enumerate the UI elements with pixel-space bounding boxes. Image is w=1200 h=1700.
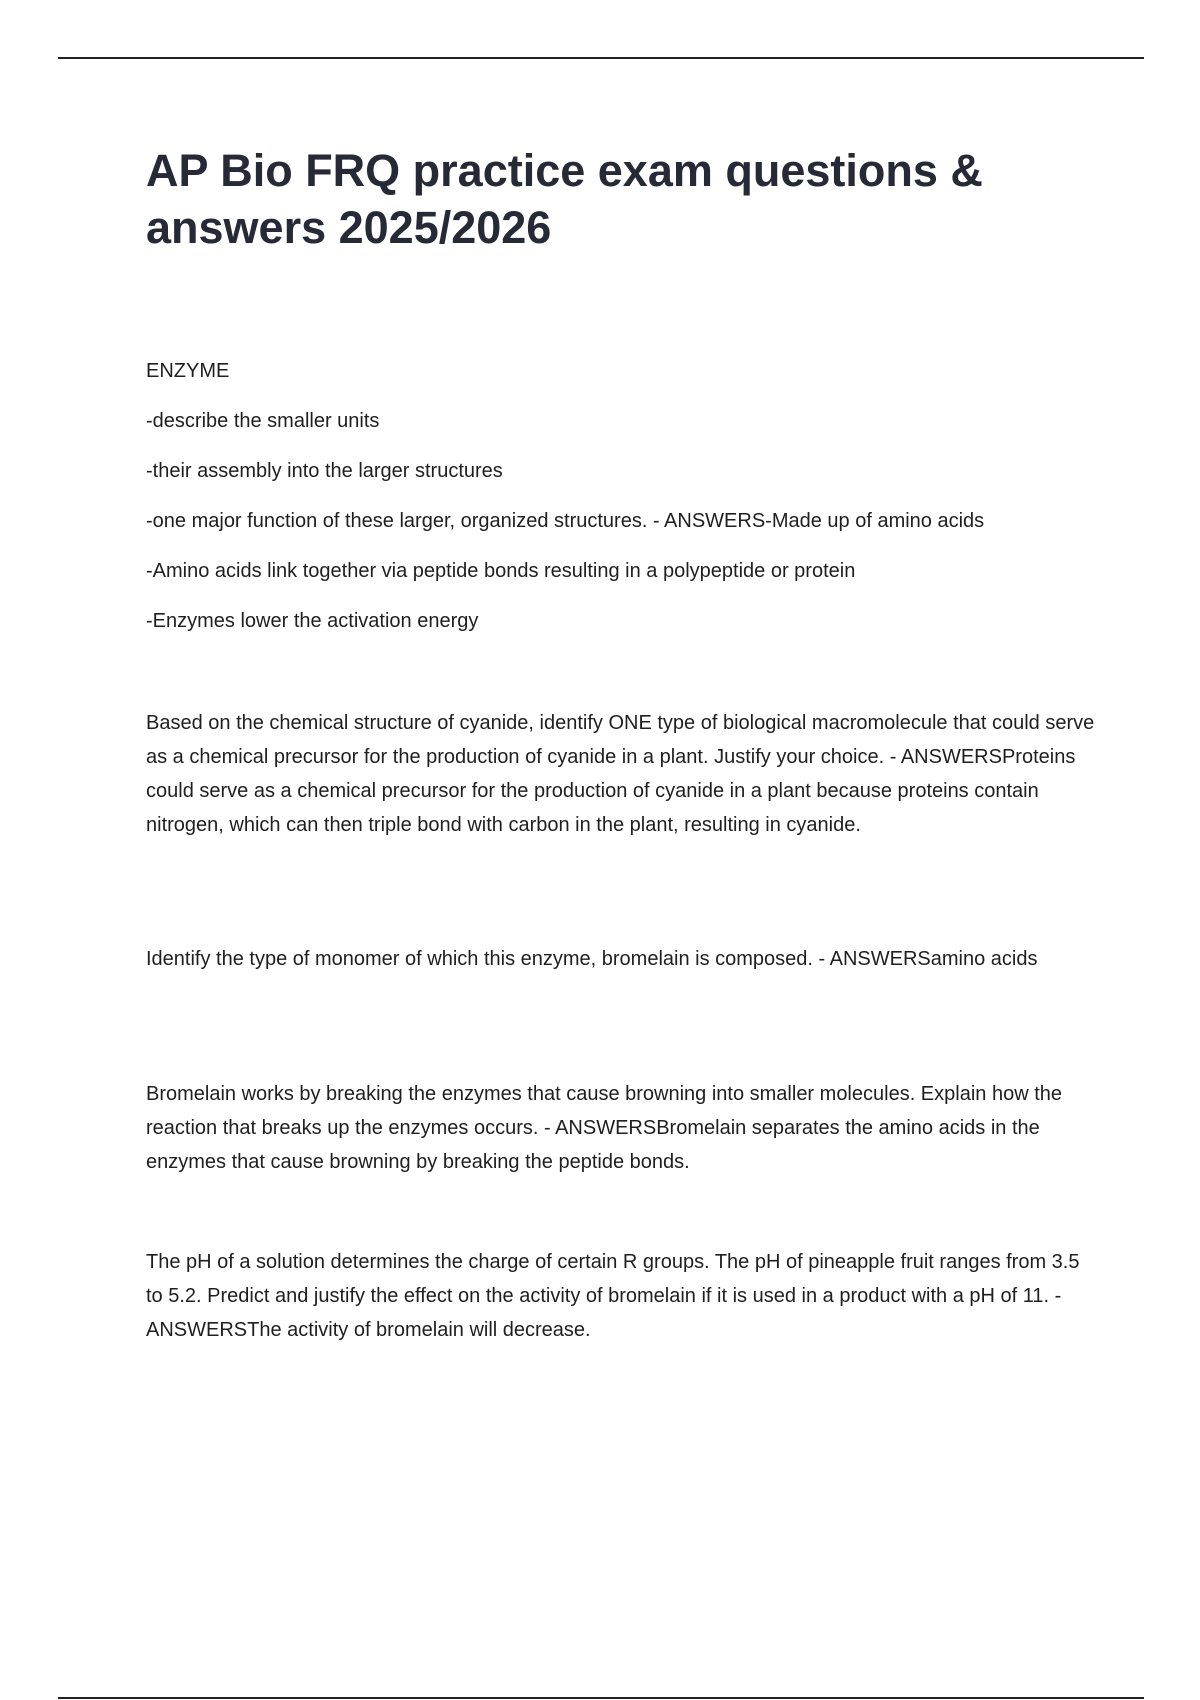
enzyme-line: -their assembly into the larger structures <box>146 460 503 482</box>
document-title: AP Bio FRQ practice exam questions & answers 2025/2026 <box>146 145 983 253</box>
enzyme-line: -Amino acids link together via peptide bonds resulting in a polypeptide or protein <box>146 560 856 582</box>
enzyme-line: -Enzymes lower the activation energy <box>146 610 479 632</box>
enzyme-line: ENZYME <box>146 360 230 382</box>
enzyme-section <box>146 354 1096 654</box>
bottom-divider <box>58 1697 1144 1699</box>
qa-item: Bromelain works by breaking the enzymes that cause browning into smaller molecules. Explain how the reaction that breaks up the enzymes occurs. - ANSWERSBromelain separates the amino acids in the enzymes that cause browning by breaking the peptide bonds. <box>146 1083 1063 1173</box>
top-divider <box>58 57 1144 59</box>
qa-item: The pH of a solution determines the charge of certain R groups. The pH of pineapple fruit ranges from 3.5 to 5.2. Predict and justify the effect on the activity of bromelain if it is used in a product with a pH of 11. - ANSWERSThe activity of bromelain will decrease. <box>146 1251 1080 1341</box>
qa-item: Identify the type of monomer of which this enzyme, bromelain is composed. - ANSWERSamino acids <box>146 948 1038 970</box>
qa-item: Based on the chemical structure of cyanide, identify ONE type of biological macromolecule that could serve as a chemical precursor for the production of cyanide in a plant. Justify your choice. - ANSWERSProteins could serve as a chemical precursor for the production of cyanide in a plant because proteins contain nitrogen, which can then triple bond with carbon in the plant, resulting in cyanide. <box>146 712 1095 836</box>
enzyme-line: -one major function of these larger, organized structures. - ANSWERS-Made up of amino acids <box>146 510 985 532</box>
enzyme-line: -describe the smaller units <box>146 410 380 432</box>
